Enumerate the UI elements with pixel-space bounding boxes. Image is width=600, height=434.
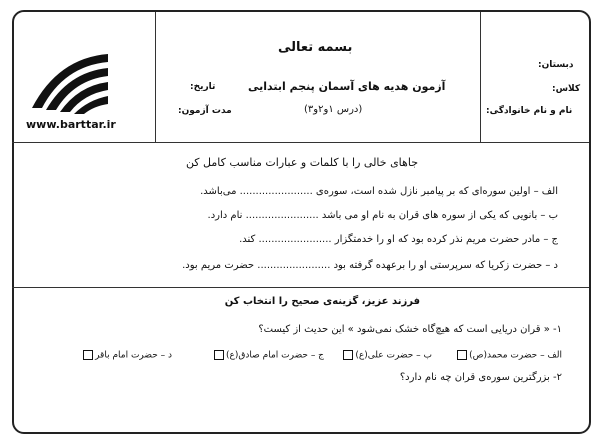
section1-title: جاهای خالی را با کلمات و عبارات مناسب کامل کن [185,156,418,169]
checkbox[interactable] [214,350,224,360]
school-label: دبستان: [538,60,574,70]
header-column-divider [155,12,156,142]
section2-title: فرزند عزیز، گزینه‌ی صحیح را انتخاب کن [224,296,420,307]
option-a[interactable]: الف – حضرت محمد(ص) [455,350,562,361]
option-c[interactable]: ج – حضرت امام صادق(ع) [212,350,324,361]
checkbox[interactable] [343,350,353,360]
question-2: ۲- بزرگترین سوره‌ی قران چه نام دارد؟ [399,372,562,383]
option-d[interactable]: د – حضرت امام باقر [81,350,172,361]
barttar-logo-icon [28,48,110,116]
website-url: www.barttar.ir [26,118,116,131]
checkbox[interactable] [83,350,93,360]
bismillah: بسمه تعالی [278,40,353,55]
date-label: تاریخ: [190,82,216,92]
lessons-label: (درس ۱و۲و۳) [304,104,363,115]
class-label: کلاس: [552,84,581,94]
question-1: ۱- « قران دریایی است که هیچ‌گاه خشک نمی‌شود » این حدیث از کیست؟ [258,324,562,335]
option-b[interactable]: ب – حضرت علی(ع) [341,350,432,361]
fill-item: ج – مادر حضرت مریم نذر کرده بود که او را خدمتگزار ....................... کند. [239,234,558,245]
section-divider [12,287,589,288]
fill-item: ب – بانویی که یکی از سوره های قران به نام او می باشد ....................... نام دارد. [207,210,558,221]
fill-item: الف – اولین سوره‌ای که بر پیامبر نازل شده است، سوره‌ی ....................... می‌باشد. [200,186,558,197]
header-column-divider [480,12,481,142]
checkbox[interactable] [457,350,467,360]
header-divider [12,142,589,143]
duration-label: مدت آزمون: [178,106,232,116]
exam-title: آزمون هدیه های آسمان پنجم ابتدایی [248,80,446,93]
name-label: نام و نام خانوادگی: [486,106,573,116]
fill-item: د – حضرت زکریا که سرپرستی او را برعهده گرفته بود ....................... حضرت مریم بود. [182,260,558,271]
